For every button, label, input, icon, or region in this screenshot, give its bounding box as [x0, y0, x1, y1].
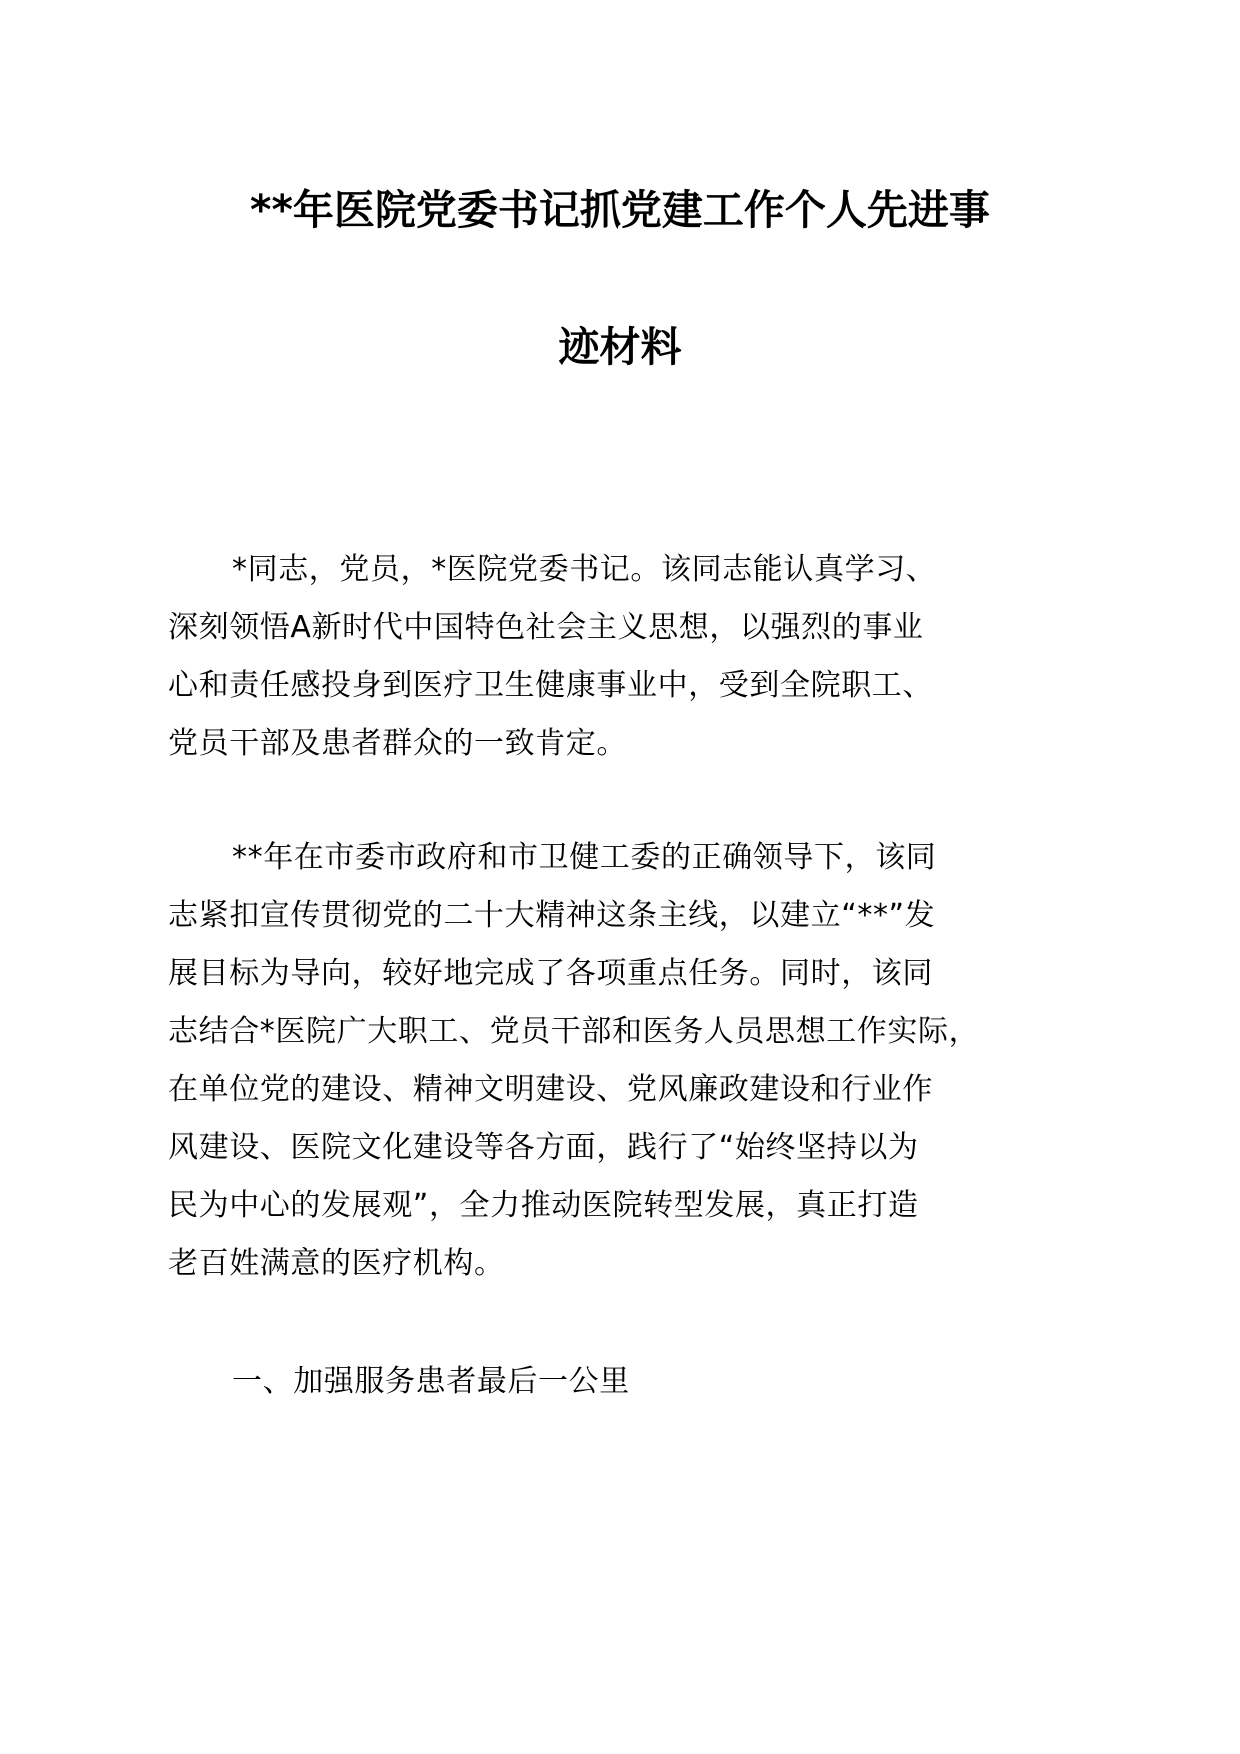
- paragraph-line: 在单位党的建设、精神文明建设、党风廉政建设和行业作: [168, 1072, 933, 1107]
- section-heading: 一、加强服务患者最后一公里: [232, 1364, 630, 1399]
- paragraph-line: 深刻领悟A新时代中国特色社会主义思想，以强烈的事业: [168, 610, 924, 645]
- paragraph-line: 展目标为导向，较好地完成了各项重点任务。同时，该同: [168, 956, 933, 991]
- paragraph-line: 党员干部及患者群众的一致肯定。: [168, 726, 627, 761]
- paragraph-line: 老百姓满意的医疗机构。: [168, 1246, 505, 1281]
- paragraph-line: *同志，党员，*医院党委书记。该同志能认真学习、: [232, 552, 937, 587]
- paragraph-line: **年在市委市政府和市卫健工委的正确领导下，该同: [232, 840, 937, 875]
- paragraph-line: 志结合*医院广大职工、党员干部和医务人员思想工作实际，: [168, 1014, 980, 1049]
- paragraph-line: 民为中心的发展观”，全力推动医院转型发展，真正打造: [168, 1188, 919, 1223]
- paragraph-line: 心和责任感投身到医疗卫生健康事业中，受到全院职工、: [168, 668, 933, 703]
- paragraph-line: 风建设、医院文化建设等各方面，践行了“始终坚持以为: [168, 1130, 919, 1165]
- document-title-line-2: 迹材料: [558, 323, 682, 371]
- paragraph-line: 志紧扣宣传贯彻党的二十大精神这条主线，以建立“**”发: [168, 898, 936, 933]
- document-title-line-1: **年医院党委书记抓党建工作个人先进事: [250, 186, 990, 234]
